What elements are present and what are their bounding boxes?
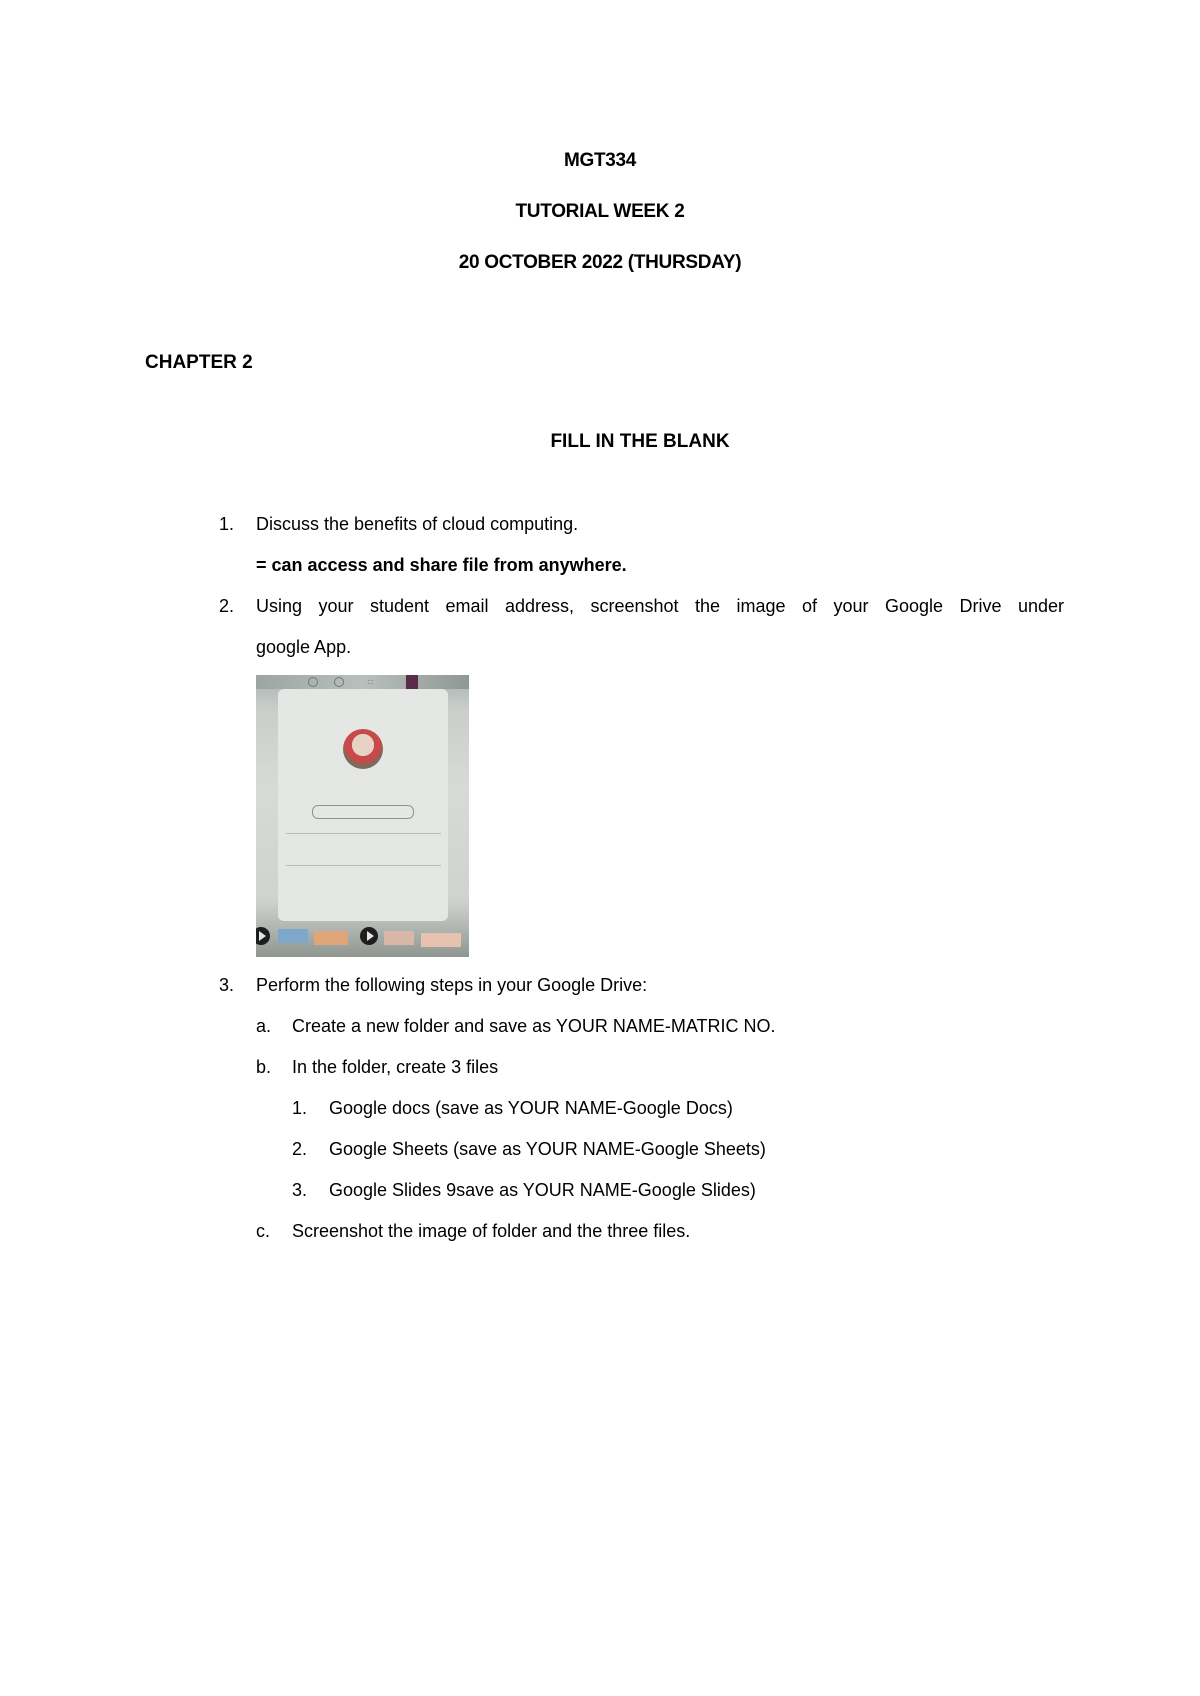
step-b-text: In the folder, create 3 files [292,1057,499,1077]
step-b-label: b. [256,1057,272,1077]
file-2-label: 2. [292,1139,308,1159]
google-account-screenshot [256,675,469,957]
question-2-text-line1: Using your student email address, screenshot the image of your Google Drive under [256,596,1064,616]
screenshot-help-icon [308,677,318,687]
question-1-answer: = can access and share file from anywhere. [256,555,627,575]
screenshot-play-icon [256,927,270,945]
screenshot-sticky-note [278,929,308,943]
question-3-number: 3. [219,975,235,995]
screenshot-avatar [343,729,383,769]
question-3-text: Perform the following steps in your Google Drive: [256,975,648,995]
question-1-text: Discuss the benefits of cloud computing. [256,514,579,534]
screenshot-settings-icon [334,677,344,687]
file-1-label: 1. [292,1098,308,1118]
screenshot-divider [286,865,441,866]
screenshot-sticky-note [314,931,348,945]
tutorial-date: 20 OCTOBER 2022 (THURSDAY) [458,252,742,273]
section-title: FILL IN THE BLANK [550,431,730,452]
chapter-heading: CHAPTER 2 [145,352,253,373]
tutorial-title: TUTORIAL WEEK 2 [515,201,685,222]
file-3-label: 3. [292,1180,308,1200]
screenshot-manage-account-button [312,805,414,819]
question-2-text-line2: google App. [256,637,352,657]
screenshot-divider [286,833,441,834]
step-c-text: Screenshot the image of folder and the three files. [292,1221,691,1241]
step-a-label: a. [256,1016,272,1036]
file-1-text: Google docs (save as YOUR NAME-Google Docs) [329,1098,733,1118]
question-2-number: 2. [219,596,235,616]
screenshot-sticky-note [384,931,414,945]
course-code: MGT334 [563,150,637,171]
step-a-text: Create a new folder and save as YOUR NAME-MATRIC NO. [292,1016,776,1036]
screenshot-play-icon [360,927,378,945]
screenshot-apps-grid-icon: ∷ [368,678,374,687]
screenshot-university-logo [406,675,418,689]
file-3-text: Google Slides 9save as YOUR NAME-Google Slides) [329,1180,756,1200]
screenshot-sticky-note [421,933,461,947]
screenshot-topbar [256,675,469,689]
file-2-text: Google Sheets (save as YOUR NAME-Google Sheets) [329,1139,766,1159]
step-c-label: c. [256,1221,271,1241]
question-1-number: 1. [219,514,235,534]
